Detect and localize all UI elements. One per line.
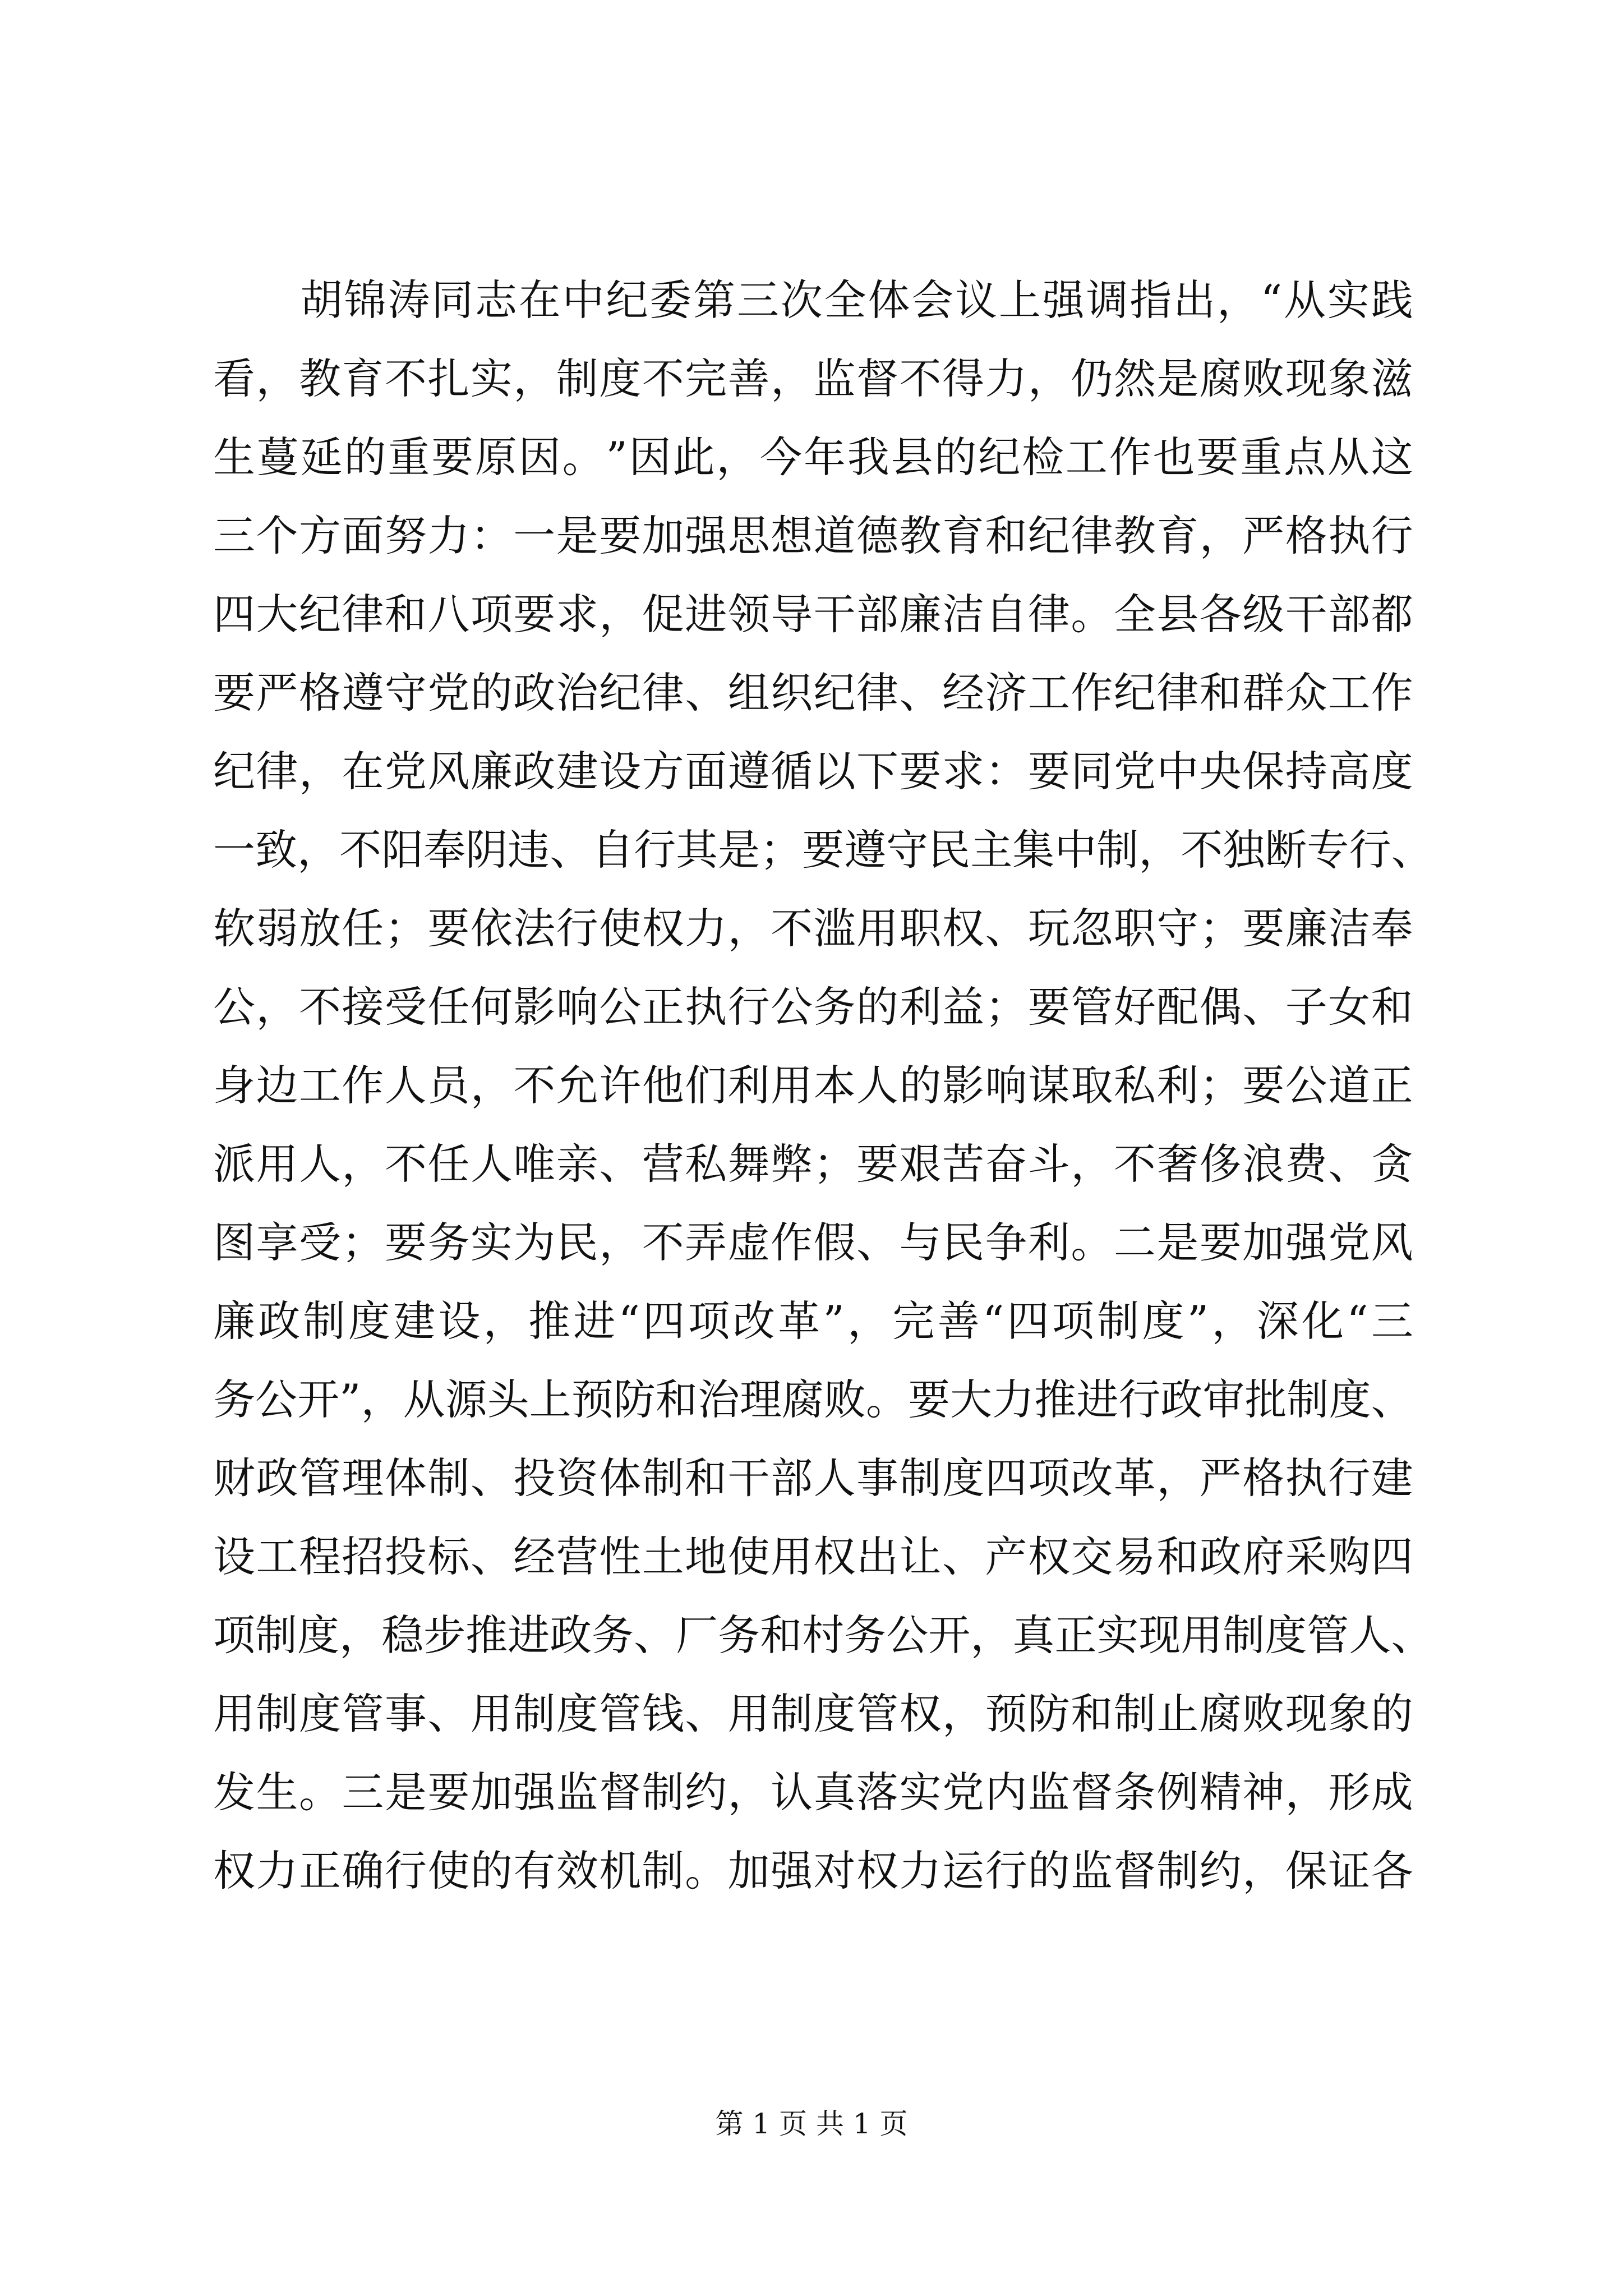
text-line: 设 工 程 招 投 标 、 经 营 性 土 地 使 用 权 出 让 、 产 权 交 易 和 政 府 采 购 四 — [213, 1532, 1413, 1581]
text-line: 纪 律 ， 在 党 风 廉 政 建 设 方 面 遵 循 以 下 要 求 ： 要 同 党 中 央 保 持 高 度 — [213, 747, 1413, 796]
text-line: 权 力 正 确 行 使 的 有 效 机 制 。 加 强 对 权 力 运 行 的 监 督 制 约 ， 保 证 各 — [213, 1846, 1413, 1895]
text-line: 一 致 ， 不 阳 奉 阴 违 、 自 行 其 是 ； 要 遵 守 民 主 集 中 制 ， 不 独 断 专 行 、 — [213, 825, 1433, 875]
text-line: 发 生 。 三 是 要 加 强 监 督 制 约 ， 认 真 落 实 党 内 监 督 条 例 精 神 ， 形 成 — [213, 1768, 1413, 1817]
text-line: 生 蔓 延 的 重 要 原 因 。 ” 因 此 ， 今 年 我 县 的 纪 检 工 作 也 要 重 点 从 这 — [213, 432, 1413, 482]
body-text — [213, 261, 1433, 1910]
text-line: 身 边 工 作 人 员 ， 不 允 许 他 们 利 用 本 人 的 影 响 谋 取 私 利 ； 要 公 道 正 — [213, 1061, 1413, 1110]
text-line: 要 严 格 遵 守 党 的 政 治 纪 律 、 组 织 纪 律 、 经 济 工 作 纪 律 和 群 众 工 作 — [213, 668, 1413, 717]
text-line: 项 制 度 ， 稳 步 推 进 政 务 、 厂 务 和 村 务 公 开 ， 真 正 实 现 用 制 度 管 人 、 — [213, 1611, 1433, 1660]
text-line: 公 ， 不 接 受 任 何 影 响 公 正 执 行 公 务 的 利 益 ； 要 管 好 配 偶 、 子 女 和 — [213, 982, 1413, 1032]
text-line: 图 享 受 ； 要 务 实 为 民 ， 不 弄 虚 作 假 、 与 民 争 利 。 二 是 要 加 强 党 风 — [213, 1218, 1413, 1267]
text-line: 务 公 开 ” ， 从 源 头 上 预 防 和 治 理 腐 败 。 要 大 力 推 进 行 政 审 批 制 度 、 — [213, 1375, 1413, 1424]
text-line: 软 弱 放 任 ； 要 依 法 行 使 权 力 ， 不 滥 用 职 权 、 玩 忽 职 守 ； 要 廉 洁 奉 — [213, 904, 1413, 953]
text-line: 看 ， 教 育 不 扎 实 ， 制 度 不 完 善 ， 监 督 不 得 力 ， 仍 然 是 腐 败 现 象 滋 — [213, 354, 1413, 403]
text-line: 胡 锦 涛 同 志 在 中 纪 委 第 三 次 全 体 会 议 上 强 调 指 出 ， “ 从 实 践 — [300, 275, 1413, 325]
text-line: 用 制 度 管 事 、 用 制 度 管 钱 、 用 制 度 管 权 ， 预 防 和 制 止 腐 败 现 象 的 — [213, 1689, 1413, 1738]
page-number-footer: 第 1 页 共 1 页 — [715, 2108, 908, 2140]
text-line: 派 用 人 ， 不 任 人 唯 亲 、 营 私 舞 弊 ； 要 艰 苦 奋 斗 ， 不 奢 侈 浪 费 、 贪 — [213, 1139, 1413, 1189]
text-line: 四 大 纪 律 和 八 项 要 求 ， 促 进 领 导 干 部 廉 洁 自 律 。 全 县 各 级 干 部 都 — [213, 590, 1413, 639]
text-line: 三 个 方 面 努 力 ： 一 是 要 加 强 思 想 道 德 教 育 和 纪 律 教 育 ， 严 格 执 行 — [213, 511, 1413, 560]
text-line: 财 政 管 理 体 制 、 投 资 体 制 和 干 部 人 事 制 度 四 项 改 革 ， 严 格 执 行 建 — [213, 1453, 1413, 1503]
text-line: 廉 政 制 度 建 设 ， 推 进 “ 四 项 改 革 ” ， 完 善 “ 四 项 制 度 ” ， 深 化 “ 三 — [213, 1296, 1413, 1346]
